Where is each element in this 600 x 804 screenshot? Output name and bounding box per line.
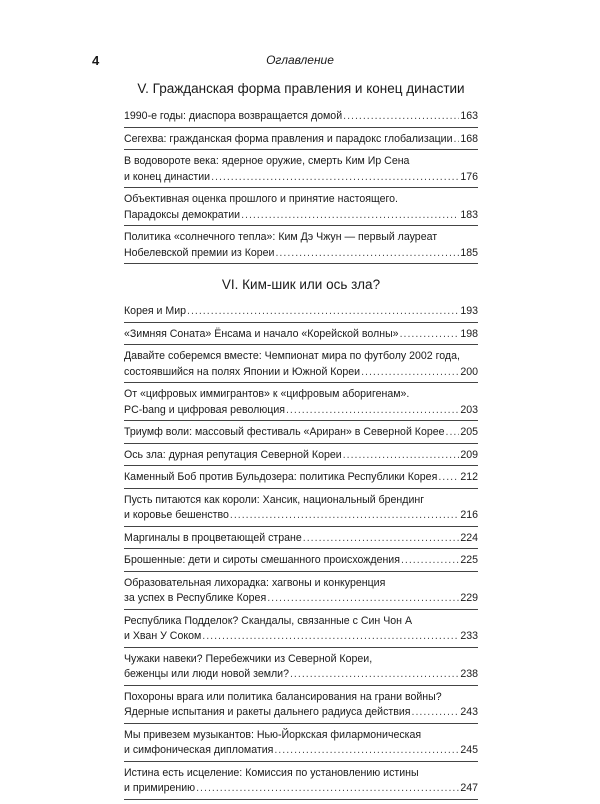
entry-page-number: 233: [460, 630, 478, 642]
entry-title-line: 1990-е годы: диаспора возвращается домой: [124, 110, 343, 122]
toc-entry[interactable]: [124, 109, 478, 128]
entry-page-number: 176: [460, 170, 478, 183]
page-number: 4: [92, 53, 100, 68]
entry-title-line: PC-bang и цифровая революция: [124, 403, 285, 416]
entry-title-line: Каменный Боб против Бульдозера: политика Республики Корея: [124, 471, 438, 483]
toc-entry[interactable]: [124, 690, 478, 724]
entry-title-line: Похороны врага или политика балансирования на грани войны?: [124, 690, 442, 703]
entry-page-number: 185: [460, 246, 478, 259]
entry-page-number: 247: [460, 782, 478, 794]
table-of-contents: [124, 78, 478, 804]
dot-leader: [343, 448, 460, 464]
dot-leader: [401, 553, 459, 569]
dot-leader: [438, 470, 459, 486]
entry-title-line: Истина есть исцеление: Комиссия по установлению истины: [124, 766, 419, 779]
entry-page-number: 243: [460, 706, 478, 718]
entry-page-number: 224: [460, 531, 478, 544]
toc-entry[interactable]: [124, 349, 478, 383]
dot-leader: [241, 208, 459, 224]
entry-title-line: Корея и Мир: [124, 305, 187, 317]
entry-page-number: 225: [460, 554, 478, 566]
toc-entry[interactable]: [124, 652, 478, 686]
toc-entry[interactable]: [124, 766, 478, 800]
entry-title-line: и конец династии: [124, 170, 211, 183]
entry-page-number: 245: [460, 744, 478, 756]
dot-leader: [286, 403, 459, 419]
entry-title-line: Триумф воли: массовый фестиваль «Ариран» в Северной Корее: [124, 426, 445, 438]
toc-entry[interactable]: [124, 154, 478, 188]
entry-page-number: 183: [460, 208, 478, 221]
toc-entry[interactable]: [124, 553, 478, 572]
toc-entry[interactable]: [124, 493, 478, 527]
dot-leader: [290, 667, 459, 683]
dot-leader: [343, 109, 459, 125]
dot-leader: [446, 425, 460, 441]
entry-page-number: 198: [460, 327, 478, 340]
entry-title-line: за успех в Республике Корея: [124, 592, 267, 604]
dot-leader: [412, 705, 460, 721]
section-title: V. Гражданская форма правления и конец династии: [137, 81, 465, 96]
dot-leader: [267, 591, 459, 607]
dot-leader: [230, 508, 459, 524]
entry-title-line: В водовороте века: ядерное оружие, смерть Ким Ир Сена: [124, 155, 410, 167]
entry-title-line: Давайте соберемся вместе: Чемпионат мира по футболу 2002 года,: [124, 350, 460, 362]
toc-entry[interactable]: [124, 576, 478, 610]
entry-page-number: 229: [460, 592, 478, 604]
dot-leader: [400, 327, 460, 343]
entry-page-number: 212: [460, 471, 478, 483]
dot-leader: [211, 170, 459, 186]
toc-entry[interactable]: [124, 387, 478, 421]
toc-entry[interactable]: [124, 230, 478, 264]
entry-title-line: и Хван У Соком: [124, 630, 202, 642]
entry-title-line: Пусть питаются как короли: Хансик, национальный брендинг: [124, 493, 425, 506]
section-title: VI. Ким-шик или ось зла?: [221, 277, 381, 292]
toc-entry[interactable]: [124, 304, 478, 323]
dot-leader: [361, 365, 459, 381]
entry-page-number: 168: [460, 132, 478, 145]
entry-title-line: Ядерные испытания и ракеты дальнего радиуса действия: [124, 706, 411, 718]
dot-leader: [187, 304, 459, 320]
toc-entry[interactable]: [124, 425, 478, 444]
running-title: Оглавление: [266, 53, 334, 67]
entry-page-number: 205: [460, 426, 478, 438]
entry-title-line: Ось зла: дурная репутация Северной Кореи: [124, 448, 342, 461]
dot-leader: [196, 781, 459, 797]
entry-page-number: 209: [460, 448, 478, 461]
toc-entry[interactable]: [124, 132, 478, 151]
entry-page-number: 193: [460, 305, 478, 317]
entry-title-line: и коровье бешенство: [124, 509, 229, 521]
entry-page-number: 238: [460, 668, 478, 680]
entry-title-line: состоявшийся на полях Японии и Южной Кореи: [124, 365, 361, 378]
entry-title-line: Сегехва: гражданская форма правления и парадокс глобализации: [124, 132, 453, 145]
entry-title-line: и примирению: [124, 782, 196, 794]
toc-entry[interactable]: [124, 448, 478, 467]
entry-title-line: «Зимняя Соната» Ёнсама и начало «Корейской волны»: [124, 327, 399, 340]
dot-leader: [453, 132, 459, 148]
entry-title-line: Чужаки навеки? Перебежчики из Северной Кореи,: [124, 652, 373, 665]
entry-title-line: Политика «солнечного тепла»: Ким Дэ Чжун — первый лауреат: [124, 231, 438, 243]
entry-title-line: Парадоксы демократии: [124, 208, 241, 221]
toc-entry[interactable]: [124, 531, 478, 550]
entry-title-line: беженцы или люди новой земли?: [124, 668, 289, 680]
entry-title-line: Брошенные: дети и сироты смешанного происхождения: [124, 554, 400, 566]
entry-page-number: 200: [460, 365, 478, 378]
toc-entry[interactable]: [124, 327, 478, 346]
dot-leader: [275, 246, 459, 262]
dot-leader: [202, 629, 459, 645]
toc-entry[interactable]: [124, 192, 478, 226]
entry-page-number: 203: [460, 403, 478, 416]
entry-title-line: Мы привезем музыкантов: Нью-Йоркская филармоническая: [124, 728, 422, 741]
dot-leader: [303, 531, 460, 547]
entry-title-line: От «цифровых иммигрантов» к «цифровым аборигенам».: [124, 388, 410, 400]
entry-page-number: 163: [460, 110, 478, 122]
dot-leader: [274, 743, 459, 759]
toc-entry[interactable]: [124, 728, 478, 762]
entry-title-line: Образовательная лихорадка: хагвоны и конкуренция: [124, 576, 386, 589]
entry-title-line: Объективная оценка прошлого и принятие настоящего.: [124, 193, 398, 205]
entry-title-line: Маргиналы в процветающей стране: [124, 531, 302, 544]
entry-title-line: Нобелевской премии из Кореи: [124, 246, 275, 259]
entry-page-number: 216: [460, 509, 478, 521]
toc-entry[interactable]: [124, 614, 478, 648]
entry-title-line: и симфоническая дипломатия: [124, 744, 274, 756]
toc-entry[interactable]: [124, 470, 478, 489]
entry-title-line: Республика Подделок? Скандалы, связанные с Син Чон А: [124, 614, 413, 627]
